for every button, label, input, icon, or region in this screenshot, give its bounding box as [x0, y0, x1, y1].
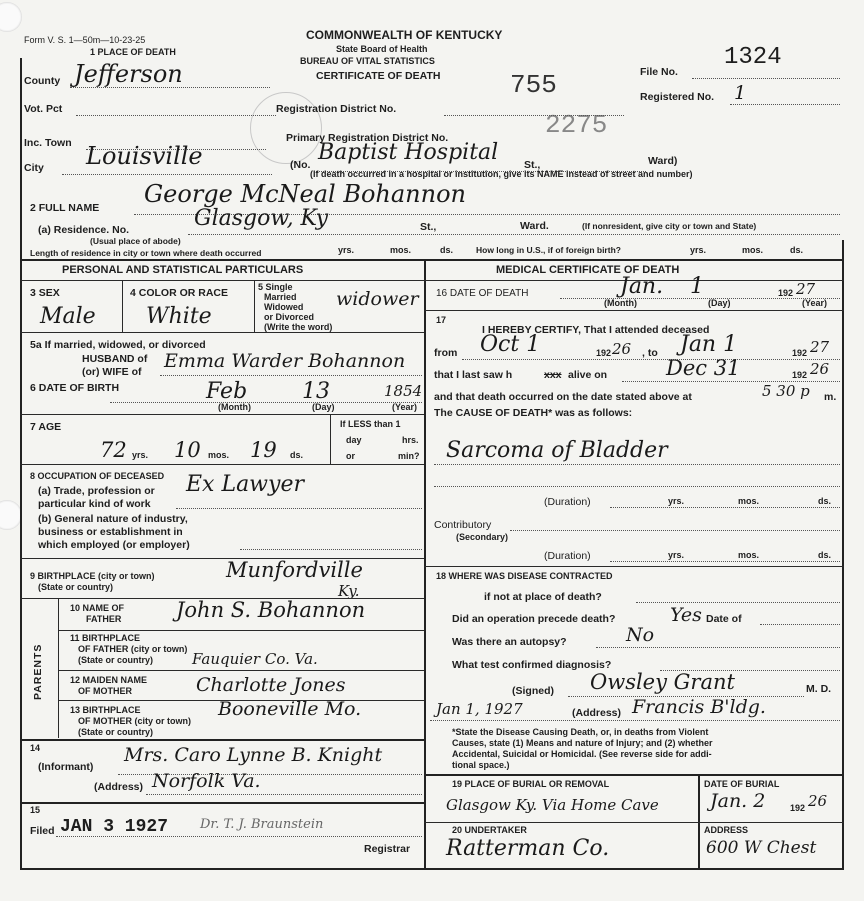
sex-label: 3 SEX: [30, 287, 60, 299]
duration-yrs-2: yrs.: [668, 550, 685, 560]
burial-date-value: Jan. 2: [710, 790, 766, 812]
dob-month: Feb: [206, 379, 248, 404]
mother-bp-2: OF MOTHER (city or town): [78, 716, 191, 726]
dod-day-label: (Day): [708, 298, 731, 308]
foreign-mos: mos.: [742, 245, 764, 255]
dod-year-label: (Year): [802, 298, 828, 308]
date-of-label: Date of: [706, 613, 742, 625]
duration-mos-1: mos.: [738, 496, 760, 506]
punch-hole-top: [0, 2, 22, 32]
operation-value: Yes: [670, 604, 702, 626]
residence-label: (a) Residence. No.: [38, 224, 130, 236]
burial-value: Glasgow Ky. Via Home Cave: [446, 796, 659, 814]
commonwealth: COMMONWEALTH OF KENTUCKY: [306, 28, 503, 42]
burial-year: 26: [808, 792, 828, 810]
autopsy-value: No: [626, 624, 655, 646]
occupation-b-3: which employed (or employer): [38, 539, 190, 551]
hospital-st-label: St.,: [524, 159, 541, 171]
mother-label-2: OF MOTHER: [78, 686, 132, 696]
informant-number: 14: [30, 743, 41, 753]
md-label: M. D.: [806, 683, 832, 695]
father-value: John S. Bohannon: [176, 598, 366, 622]
from-label: from: [434, 347, 458, 359]
question-autopsy: Was there an autopsy?: [452, 636, 567, 648]
mother-value: Charlotte Jones: [196, 674, 346, 696]
alive-year: 26: [810, 360, 830, 378]
full-name-value: George McNeal Bohannon: [144, 180, 466, 208]
less-hrs: hrs.: [402, 435, 419, 445]
father-bp-3: (State or country): [78, 655, 154, 665]
dod-month-label: (Month): [604, 298, 637, 308]
residence-value: Glasgow, Ky: [194, 206, 329, 231]
less-label-2: day: [346, 435, 362, 445]
county-value: Jefferson: [74, 60, 183, 88]
alive-date: Dec 31: [666, 356, 741, 380]
occurred-text: and that death occurred on the date stated above at: [434, 391, 692, 403]
foreign-yrs: yrs.: [690, 245, 707, 255]
dob-label: 6 DATE OF BIRTH: [30, 382, 120, 394]
dob-day-label: (Day): [312, 402, 335, 412]
nonresident-note: (If nonresident, give city or town and State): [582, 221, 757, 231]
certify-text: I HEREBY CERTIFY, That I attended deceased: [482, 324, 710, 336]
residence-yrs: yrs.: [338, 245, 355, 255]
dob-day: 13: [302, 379, 330, 404]
cause-value: Sarcoma of Bladder: [446, 438, 668, 463]
dod-year-prefix: 192: [778, 288, 794, 298]
father-bp-1: 11 BIRTHPLACE: [70, 633, 141, 643]
birthplace-value-1: Munfordville: [226, 558, 363, 582]
personal-heading: PERSONAL AND STATISTICAL PARTICULARS: [62, 264, 304, 276]
footnote-4: tional space.): [452, 760, 510, 770]
to-label: , to: [642, 347, 658, 359]
question-test: What test confirmed diagnosis?: [452, 659, 612, 671]
birthplace-value-2: Ky.: [338, 582, 360, 600]
occupation-b-2: business or establishment in: [38, 526, 183, 538]
age-mos-label: mos.: [208, 450, 230, 460]
occupation-a-1: (a) Trade, profession or: [38, 485, 155, 497]
father-bp-2: OF FATHER (city or town): [78, 644, 188, 654]
dob-year-label: (Year): [392, 402, 418, 412]
footnote-2: Causes, state (1) Means and nature of Injury; and (2) whether: [452, 738, 713, 748]
registered-no-label: Registered No.: [640, 91, 715, 103]
full-name-label: 2 FULL NAME: [30, 202, 100, 214]
informant-address-label: (Address): [94, 781, 144, 793]
registrar-signature: Dr. T. J. Braunstein: [200, 817, 324, 832]
item-18: 18 WHERE WAS DISEASE CONTRACTED: [436, 571, 613, 581]
age-ds-label: ds.: [290, 450, 304, 460]
occupation-b-1: (b) General nature of industry,: [38, 513, 188, 525]
cause-text: The CAUSE OF DEATH* was as follows:: [434, 407, 633, 419]
filed-label: Filed: [30, 825, 55, 837]
filed-date: JAN 3 1927: [60, 817, 169, 837]
duration-yrs-1: yrs.: [668, 496, 685, 506]
duration-label-1: (Duration): [544, 496, 591, 508]
color-value: White: [146, 304, 212, 329]
birthplace-label-2: (State or country): [38, 582, 114, 592]
burial-label: 19 PLACE OF BURIAL OR REMOVAL: [452, 779, 610, 789]
city-value: Louisville: [86, 142, 203, 170]
secondary-label: (Secondary): [456, 532, 509, 542]
hospital-value: Baptist Hospital: [318, 140, 499, 165]
informant-value: Mrs. Caro Lynne B. Knight: [124, 744, 383, 766]
duration-label-2: (Duration): [544, 550, 591, 562]
contributory-label: Contributory: [434, 519, 492, 531]
from-year-prefix: 192: [596, 348, 612, 358]
certificate-title: CERTIFICATE OF DEATH: [316, 70, 441, 82]
primary-registration-label: Primary Registration District No.: [286, 132, 449, 144]
footnote-1: *State the Disease Causing Death, or, in deaths from Violent: [452, 727, 709, 737]
father-label-1: 10 NAME OF: [70, 603, 125, 613]
hospital-note: (If death occurred in a hospital or institution, give its NAME instead of street and number): [310, 169, 693, 179]
undertaker-address-label: ADDRESS: [704, 825, 749, 835]
sign-date: Jan 1, 1927: [436, 700, 523, 718]
informant-address: Norfolk Va.: [152, 770, 261, 792]
residence-ward-label: Ward.: [520, 220, 549, 232]
marital-label-5: (Write the word): [264, 322, 333, 332]
burial-date-label: DATE OF BURIAL: [704, 779, 780, 789]
length-residence-label: Length of residence in city or town where death occurred: [30, 248, 262, 258]
county-label: County: [24, 75, 61, 87]
signed-value: Owsley Grant: [590, 670, 735, 694]
vot-pct-label: Vot. Pct: [24, 103, 63, 115]
dod-day: 1: [690, 274, 704, 299]
husband-label-1: 5a If married, widowed, or divorced: [30, 339, 206, 351]
mother-bp-3: (State or country): [78, 727, 154, 737]
less-min: min?: [398, 451, 420, 461]
less-label-3: or: [346, 451, 355, 461]
dod-label: 16 DATE OF DEATH: [436, 288, 529, 299]
less-label-1: If LESS than 1: [340, 419, 401, 429]
item-17: 17: [436, 315, 447, 325]
registration-district-label: Registration District No.: [276, 103, 397, 115]
dob-month-label: (Month): [218, 402, 251, 412]
form-code: Form V. S. 1—50m—10-23-25: [24, 35, 146, 45]
undertaker-label: 20 UNDERTAKER: [452, 825, 527, 835]
registered-no-value: 1: [734, 82, 747, 104]
punch-hole-middle: [0, 500, 22, 530]
saw-text: that I last saw h: [434, 369, 513, 381]
from-date: Oct 1: [480, 332, 541, 357]
undertaker-address: 600 W Chest: [706, 838, 817, 858]
foreign-ds: ds.: [790, 245, 804, 255]
residence-mos: mos.: [390, 245, 412, 255]
dob-year: 1854: [384, 382, 423, 400]
occupation-label: 8 OCCUPATION OF DECEASED: [30, 471, 165, 481]
age-label: 7 AGE: [30, 421, 62, 433]
hospital-ward-label: Ward): [648, 155, 678, 167]
foreign-birth-label: How long in U.S., if of foreign birth?: [476, 245, 621, 255]
marital-label-3: Widowed: [264, 302, 304, 312]
city-label: City: [24, 162, 44, 174]
undertaker-value: Ratterman Co.: [446, 836, 610, 861]
age-months: 10: [174, 438, 201, 462]
registrar-label: Registrar: [364, 843, 411, 855]
residence-ds: ds.: [440, 245, 454, 255]
informant-label: (Informant): [38, 761, 94, 773]
duration-ds-1: ds.: [818, 496, 832, 506]
file-no-label: File No.: [640, 66, 678, 78]
parents-label: PARENTS: [32, 643, 44, 700]
mother-bp-value: Booneville Mo.: [218, 698, 362, 720]
mother-bp-1: 13 BIRTHPLACE: [70, 705, 141, 715]
inc-town-label: Inc. Town: [24, 137, 72, 149]
footnote-3: Accidental, Suicidal or Homicidal. (See reverse side for addi-: [452, 749, 712, 759]
medical-heading: MEDICAL CERTIFICATE OF DEATH: [496, 264, 680, 276]
occupation-a-2: particular kind of work: [38, 498, 151, 510]
duration-mos-2: mos.: [738, 550, 760, 560]
question-not-place: if not at place of death?: [484, 591, 602, 603]
dod-year: 27: [796, 280, 816, 298]
husband-label-3: (or) WIFE of: [82, 366, 142, 378]
sign-address-label: (Address): [572, 707, 622, 719]
signed-label: (Signed): [512, 685, 554, 697]
sign-address-value: Francis B'ldg.: [632, 696, 766, 718]
husband-label-2: HUSBAND of: [82, 353, 148, 365]
stamp-2275: 2275: [545, 110, 608, 140]
burial-year-prefix: 192: [790, 803, 806, 813]
age-years: 72: [100, 438, 127, 462]
marital-value: widower: [336, 288, 419, 310]
to-year-prefix: 192: [792, 348, 808, 358]
to-year: 27: [810, 338, 830, 356]
duration-ds-2: ds.: [818, 550, 832, 560]
alive-year-prefix: 192: [792, 370, 808, 380]
abode-note: (Usual place of abode): [90, 236, 181, 246]
alive-text: alive on: [568, 369, 608, 381]
marital-label-1: 5 Single: [258, 282, 293, 292]
filed-number: 15: [30, 805, 41, 815]
father-bp-value: Fauquier Co. Va.: [192, 650, 318, 668]
question-operation: Did an operation precede death?: [452, 613, 616, 625]
place-of-death-heading: 1 PLACE OF DEATH: [90, 47, 176, 57]
board: State Board of Health: [336, 44, 428, 54]
age-yrs-label: yrs.: [132, 450, 149, 460]
stamp-755: 755: [510, 70, 557, 100]
color-label: 4 COLOR OR RACE: [130, 287, 229, 299]
from-year: 26: [612, 340, 632, 358]
sex-value: Male: [40, 304, 96, 329]
mother-label-1: 12 MAIDEN NAME: [70, 675, 148, 685]
time-value: 5 30 p: [762, 382, 810, 400]
hospital-prefix: (No.: [290, 159, 311, 171]
birthplace-label-1: 9 BIRTHPLACE (city or town): [30, 571, 155, 581]
to-date: Jan 1: [680, 332, 738, 357]
marital-label-4: or Divorced: [264, 312, 315, 322]
father-label-2: FATHER: [86, 614, 122, 624]
file-no-value: 1324: [724, 44, 782, 71]
spouse-value: Emma Warder Bohannon: [164, 350, 406, 372]
residence-st-label: St.,: [420, 221, 437, 233]
m-label: m.: [824, 391, 837, 403]
occupation-value: Ex Lawyer: [186, 472, 304, 497]
age-days: 19: [250, 438, 277, 462]
bureau: BUREAU OF VITAL STATISTICS: [300, 56, 435, 66]
dod-month: Jan.: [620, 274, 664, 299]
marital-label-2: Married: [264, 292, 297, 302]
saw-struck: xxx: [544, 369, 562, 381]
